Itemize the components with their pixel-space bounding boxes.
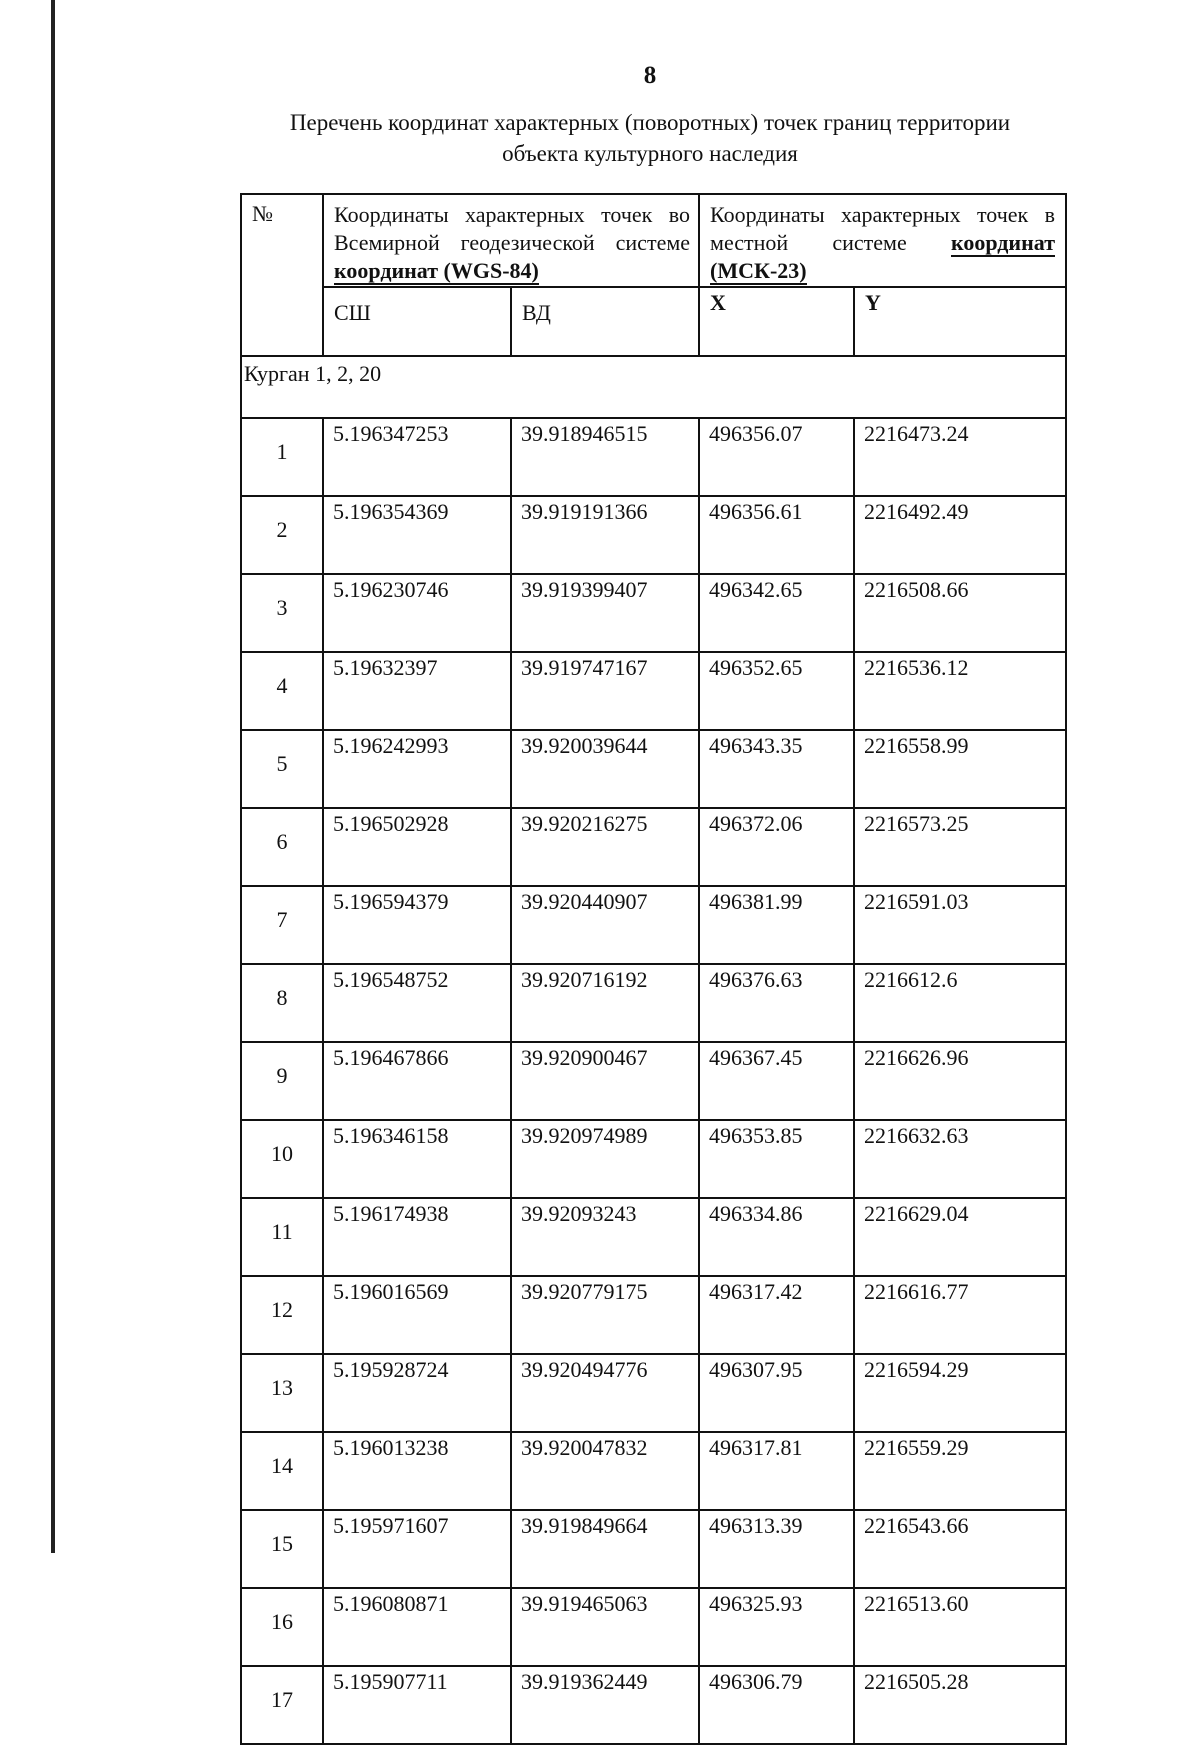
longitude-value: 39.920039644 — [511, 730, 699, 808]
x-value: 496313.39 — [699, 1510, 854, 1588]
point-number: 7 — [241, 886, 323, 964]
table-row — [241, 1120, 1066, 1198]
y-value: 2216632.63 — [854, 1120, 1066, 1198]
longitude-value: 39.919362449 — [511, 1666, 699, 1744]
header-wgs84-group — [323, 194, 699, 287]
longitude-value: 39.919465063 — [511, 1588, 699, 1666]
longitude-value: 39.920216275 — [511, 808, 699, 886]
point-number: 4 — [241, 652, 323, 730]
table-row — [241, 1042, 1066, 1120]
table-row — [241, 1588, 1066, 1666]
x-value: 496372.06 — [699, 808, 854, 886]
point-number: 16 — [241, 1588, 323, 1666]
latitude-value: 5.196080871 — [323, 1588, 511, 1666]
x-value: 496306.79 — [699, 1666, 854, 1744]
x-value: 496307.95 — [699, 1354, 854, 1432]
table-header-row — [241, 194, 1066, 287]
latitude-value: 5.196016569 — [323, 1276, 511, 1354]
x-value: 496381.99 — [699, 886, 854, 964]
longitude-value: 39.920779175 — [511, 1276, 699, 1354]
latitude-value: 5.196594379 — [323, 886, 511, 964]
longitude-value: 39.920494776 — [511, 1354, 699, 1432]
point-number: 11 — [241, 1198, 323, 1276]
table-row — [241, 496, 1066, 574]
x-value: 496367.45 — [699, 1042, 854, 1120]
y-value: 2216594.29 — [854, 1354, 1066, 1432]
point-number: 14 — [241, 1432, 323, 1510]
latitude-value: 5.196502928 — [323, 808, 511, 886]
x-value: 496376.63 — [699, 964, 854, 1042]
header-x: X — [699, 287, 854, 356]
x-value: 496317.42 — [699, 1276, 854, 1354]
y-value: 2216559.29 — [854, 1432, 1066, 1510]
latitude-value: 5.196174938 — [323, 1198, 511, 1276]
x-value: 496317.81 — [699, 1432, 854, 1510]
x-value: 496353.85 — [699, 1120, 854, 1198]
longitude-value: 39.920900467 — [511, 1042, 699, 1120]
table-row — [241, 1276, 1066, 1354]
latitude-value: 5.196467866 — [323, 1042, 511, 1120]
document-title — [150, 107, 1150, 169]
longitude-value: 39.919191366 — [511, 496, 699, 574]
header-latitude: СШ — [323, 287, 511, 356]
point-number: 3 — [241, 574, 323, 652]
header-number: № — [241, 194, 323, 356]
title-line-1: Перечень координат характерных (поворотных) точек границ территории — [289, 110, 1011, 135]
point-number: 6 — [241, 808, 323, 886]
table-subheader-row — [241, 287, 1066, 356]
table-row — [241, 730, 1066, 808]
longitude-value: 39.920440907 — [511, 886, 699, 964]
y-value: 2216616.77 — [854, 1276, 1066, 1354]
latitude-value: 5.19632397 — [323, 652, 511, 730]
longitude-value: 39.919747167 — [511, 652, 699, 730]
y-value: 2216505.28 — [854, 1666, 1066, 1744]
table-row — [241, 808, 1066, 886]
latitude-value: 5.196230746 — [323, 574, 511, 652]
table-row — [241, 1354, 1066, 1432]
header-wgs84-text: Координаты характерных точек во Всемирной геодезической системе — [334, 202, 691, 255]
x-value: 496352.65 — [699, 652, 854, 730]
y-value: 2216513.60 — [854, 1588, 1066, 1666]
x-value: 496325.93 — [699, 1588, 854, 1666]
y-value: 2216573.25 — [854, 808, 1066, 886]
x-value: 496356.07 — [699, 418, 854, 496]
point-number: 12 — [241, 1276, 323, 1354]
point-number: 8 — [241, 964, 323, 1042]
latitude-value: 5.195907711 — [323, 1666, 511, 1744]
y-value: 2216558.99 — [854, 730, 1066, 808]
x-value: 496334.86 — [699, 1198, 854, 1276]
x-value: 496356.61 — [699, 496, 854, 574]
title-line-2: объекта культурного наследия — [502, 141, 798, 166]
latitude-value: 5.195971607 — [323, 1510, 511, 1588]
latitude-value: 5.196347253 — [323, 418, 511, 496]
section-label: Курган 1, 2, 20 — [241, 356, 1066, 418]
header-wgs84-system: координат (WGS-84) — [334, 258, 539, 283]
y-value: 2216536.12 — [854, 652, 1066, 730]
longitude-value: 39.918946515 — [511, 418, 699, 496]
table-row — [241, 964, 1066, 1042]
y-value: 2216473.24 — [854, 418, 1066, 496]
table-row — [241, 886, 1066, 964]
page-number: 8 — [643, 62, 657, 89]
table-row — [241, 418, 1066, 496]
y-value: 2216629.04 — [854, 1198, 1066, 1276]
header-msk23-system: координат (МСК-23) — [710, 230, 1056, 283]
x-value: 496342.65 — [699, 574, 854, 652]
page-margin-rule — [51, 0, 55, 1553]
point-number: 2 — [241, 496, 323, 574]
y-value: 2216626.96 — [854, 1042, 1066, 1120]
latitude-value: 5.196354369 — [323, 496, 511, 574]
table-row — [241, 1198, 1066, 1276]
x-value: 496343.35 — [699, 730, 854, 808]
point-number: 5 — [241, 730, 323, 808]
longitude-value: 39.920974989 — [511, 1120, 699, 1198]
longitude-value: 39.919399407 — [511, 574, 699, 652]
latitude-value: 5.196242993 — [323, 730, 511, 808]
point-number: 13 — [241, 1354, 323, 1432]
point-number: 15 — [241, 1510, 323, 1588]
point-number: 10 — [241, 1120, 323, 1198]
table-row — [241, 1510, 1066, 1588]
section-row — [241, 356, 1066, 418]
longitude-value: 39.920047832 — [511, 1432, 699, 1510]
point-number: 17 — [241, 1666, 323, 1744]
longitude-value: 39.92093243 — [511, 1198, 699, 1276]
latitude-value: 5.195928724 — [323, 1354, 511, 1432]
coordinates-table — [240, 193, 1067, 1745]
y-value: 2216591.03 — [854, 886, 1066, 964]
latitude-value: 5.196346158 — [323, 1120, 511, 1198]
y-value: 2216612.6 — [854, 964, 1066, 1042]
table-row — [241, 1666, 1066, 1744]
table-row — [241, 652, 1066, 730]
y-value: 2216508.66 — [854, 574, 1066, 652]
table-row — [241, 574, 1066, 652]
point-number: 1 — [241, 418, 323, 496]
longitude-value: 39.920716192 — [511, 964, 699, 1042]
header-msk23-group — [699, 194, 1066, 287]
latitude-value: 5.196013238 — [323, 1432, 511, 1510]
longitude-value: 39.919849664 — [511, 1510, 699, 1588]
point-number: 9 — [241, 1042, 323, 1120]
header-msk23-text: Координаты характерных точек в местной системе — [710, 202, 1056, 255]
y-value: 2216492.49 — [854, 496, 1066, 574]
latitude-value: 5.196548752 — [323, 964, 511, 1042]
header-longitude: ВД — [511, 287, 699, 356]
header-y: Y — [854, 287, 1066, 356]
table-row — [241, 1432, 1066, 1510]
y-value: 2216543.66 — [854, 1510, 1066, 1588]
